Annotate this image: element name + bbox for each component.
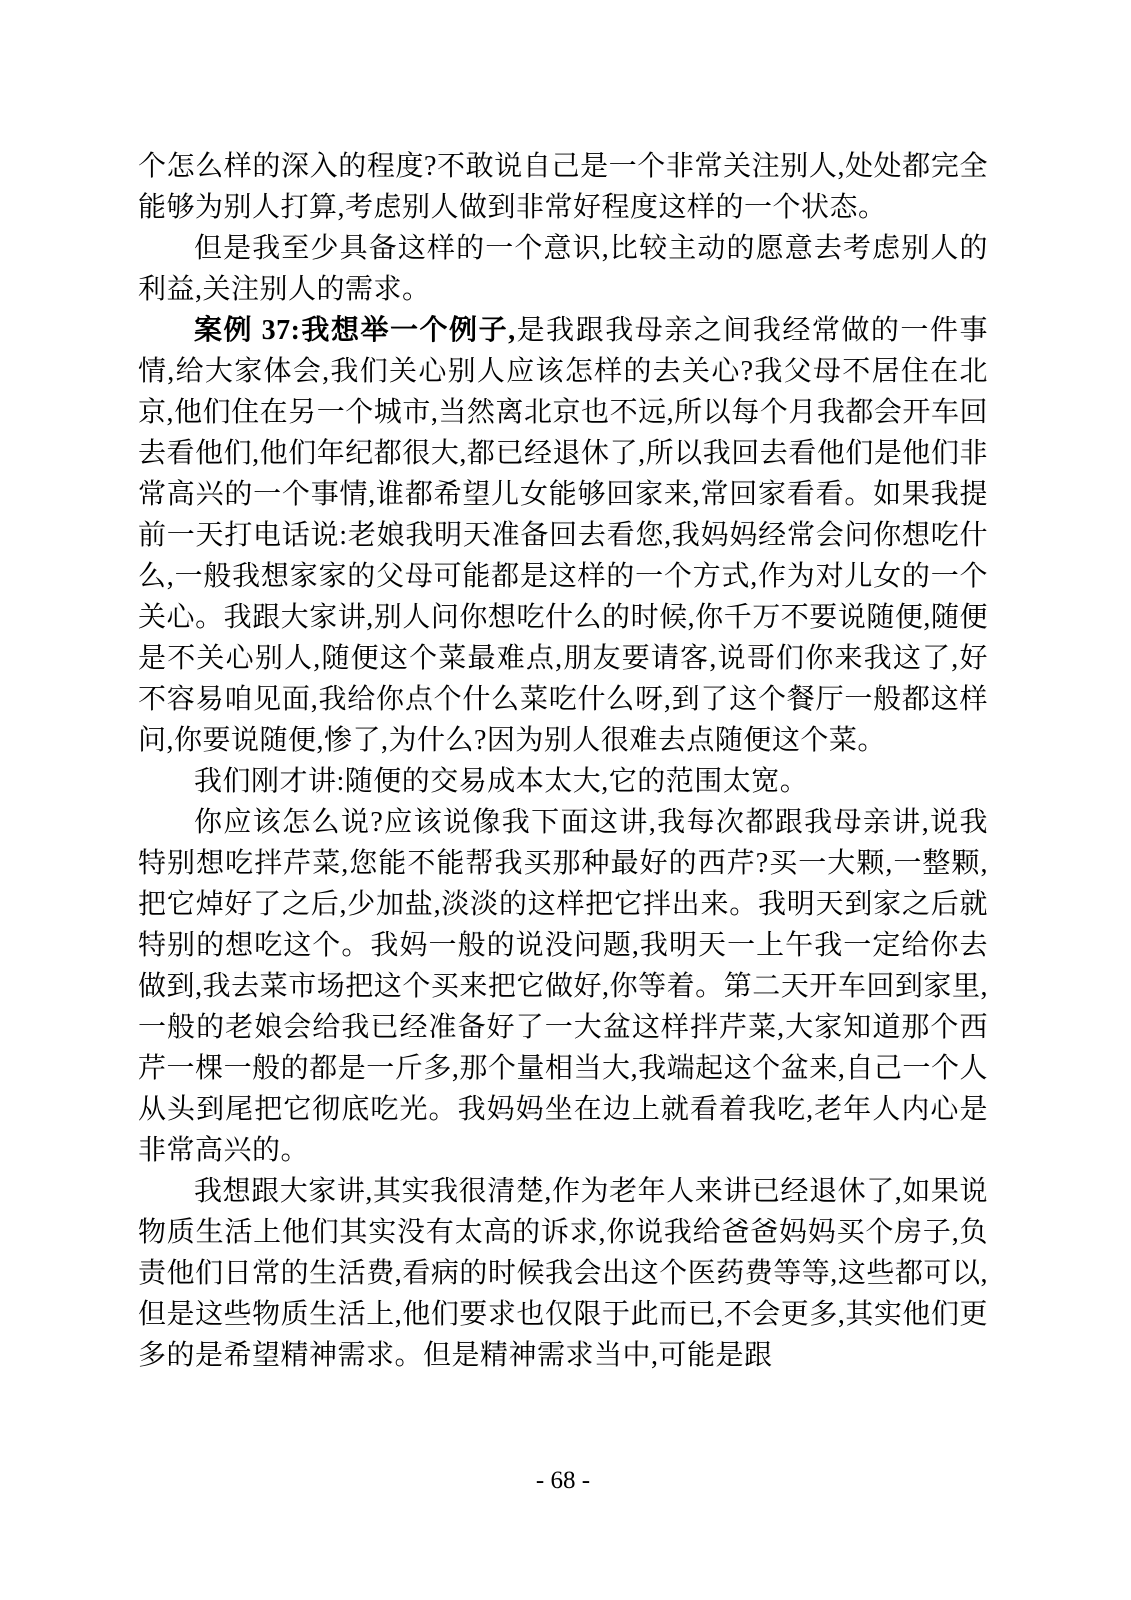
paragraph xyxy=(138,228,988,310)
paragraph-text: 个怎么样的深入的程度?不敢说自己是一个非常关注别人,处处都完全能够为别人打算,考虑别人做到非常好程度这样的一个状态。 xyxy=(138,151,988,223)
paragraph-text: 我们刚才讲:随便的交易成本太大,它的范围太宽。 xyxy=(194,766,809,797)
paragraph-text: 你应该怎么说?应该说像我下面这讲,我每次都跟我母亲讲,说我特别想吃拌芹菜,您能不能帮我买那种最好的西芹?买一大颗,一整颗,把它焯好了之后,少加盐,淡淡的这样把它拌出来。我明天到家之后就特别的想吃这个。我妈一般的说没问题,我明天一上午我一定给你去做到,我去菜市场把这个买来把它做好,你等着。第二天开车回到家里,一般的老娘会给我已经准备好了一大盆这样拌芹菜,大家知道那个西芹一棵一般的都是一斤多,那个量相当大,我端起这个盆来,自己一个人从头到尾把它彻底吃光。我妈妈坐在边上就看着我吃,老年人内心是非常高兴的。 xyxy=(138,807,988,1166)
paragraph xyxy=(138,146,988,228)
paragraph-text: 我想跟大家讲,其实我很清楚,作为老年人来讲已经退休了,如果说物质生活上他们其实没有太高的诉求,你说我给爸爸妈妈买个房子,负责他们日常的生活费,看病的时候我会出这个医药费等等,这些都可以,但是这些物质生活上,他们要求也仅限于此而已,不会更多,其实他们更多的是希望精神需求。但是精神需求当中,可能是跟 xyxy=(138,1176,988,1371)
page-number: - 68 - xyxy=(535,1467,591,1494)
paragraph xyxy=(138,1171,988,1376)
paragraph xyxy=(138,761,988,802)
paragraph-case-37 xyxy=(138,310,988,761)
paragraph-text: 是我跟我母亲之间我经常做的一件事情,给大家体会,我们关心别人应该怎样的去关心?我父母不居住在北京,他们住在另一个城市,当然离北京也不远,所以每个月我都会开车回去看他们,他们年纪都很大,都已经退休了,所以我回去看他们是他们非常高兴的一个事情,谁都希望儿女能够回家来,常回家看看。如果我提前一天打电话说:老娘我明天准备回去看您,我妈妈经常会问你想吃什么,一般我想家家的父母可能都是这样的一个方式,作为对儿女的一个关心。我跟大家讲,别人问你想吃什么的时候,你千万不要说随便,随便是不关心别人,随便这个菜最难点,朋友要请客,说哥们你来我这了,好不容易咱见面,我给你点个什么菜吃什么呀,到了这个餐厅一般都这样问,你要说随便,惨了,为什么?因为别人很难去点随便这个菜。 xyxy=(138,315,988,756)
paragraph-text: 但是我至少具备这样的一个意识,比较主动的愿意去考虑别人的利益,关注别人的需求。 xyxy=(138,233,988,305)
paragraph xyxy=(138,802,988,1171)
case-37-bold-lead: 案例 37:我想举一个例子, xyxy=(194,315,516,346)
document-text-block xyxy=(138,146,988,1376)
